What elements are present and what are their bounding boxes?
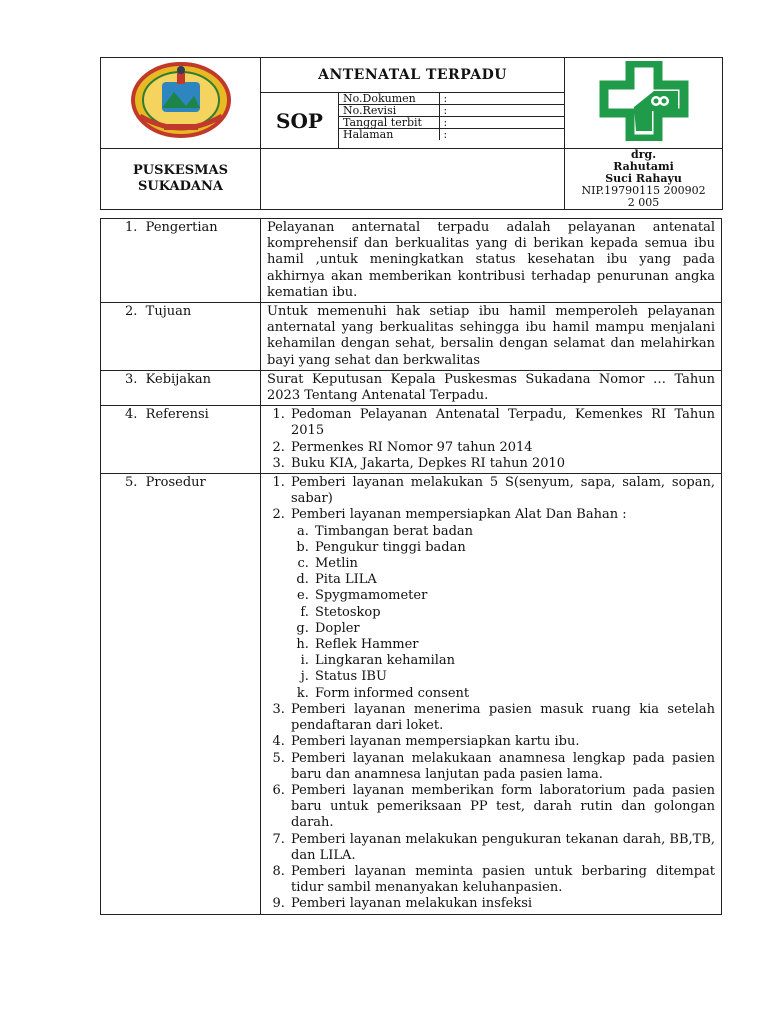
- section-label-prosedur: 5. Prosedur: [101, 474, 261, 914]
- page-label: Halaman: [339, 129, 439, 141]
- tools-list: [291, 524, 715, 702]
- tool-item: c. Metlin: [313, 556, 715, 572]
- tool-item: e. Spygmamometer: [313, 588, 715, 604]
- reference-item: 1. Pedoman Pelayanan Antenatal Terpadu, Kemenkes RI Tahun 2015: [289, 407, 715, 439]
- signatory-nip-2: 2 005: [627, 196, 660, 209]
- tool-item: f. Stetoskop: [313, 605, 715, 621]
- tool-item: a. Timbangan berat badan: [313, 524, 715, 540]
- reference-item: 2. Permenkes RI Nomor 97 tahun 2014: [289, 440, 715, 456]
- section-row-pengertian: [101, 219, 722, 303]
- section-label-referensi: 4. Referensi: [101, 406, 261, 474]
- blank-cell: [261, 149, 565, 210]
- organization-line1: PUSKESMAS: [133, 163, 228, 178]
- section-list-prosedur: [261, 474, 722, 914]
- signatory-name-2: Suci Rahayu: [605, 172, 682, 185]
- reference-item: 3. Buku KIA, Jakarta, Depkes RI tahun 2010: [289, 456, 715, 472]
- revision-value: :: [439, 105, 564, 117]
- section-list-referensi: [261, 406, 722, 474]
- organization-line2: SUKADANA: [138, 179, 223, 194]
- regency-logo-cell: [101, 58, 261, 149]
- procedure-step: 8. Pemberi layanan meminta pasien untuk berbaring ditempat tidur sambil menanyakan keluhanpasien.: [289, 864, 715, 896]
- section-row-tujuan: [101, 303, 722, 371]
- health-cross-logo-icon: [594, 61, 694, 141]
- tool-item: d. Pita LILA: [313, 572, 715, 588]
- tool-item: h. Reflek Hammer: [313, 637, 715, 653]
- section-row-referensi: [101, 406, 722, 474]
- issue-date-label: Tanggal terbit: [339, 117, 439, 129]
- revision-label: No.Revisi: [339, 105, 439, 117]
- procedure-step: 5. Pemberi layanan melakukaan anamnesa lengkap pada pasien baru dan anamnesa lanjutan pada pasien lama.: [289, 751, 715, 783]
- section-text-kebijakan: Surat Keputusan Kepala Puskesmas Sukadana Nomor … Tahun 2023 Tentang Antenatal Terpadu.: [261, 370, 722, 405]
- procedure-step: 9. Pemberi layanan melakukan insfeksi: [289, 896, 715, 912]
- regency-emblem-icon: [128, 60, 234, 142]
- tool-item: k. Form informed consent: [313, 686, 715, 702]
- issue-date-value: :: [439, 117, 564, 129]
- tool-item: b. Pengukur tinggi badan: [313, 540, 715, 556]
- kemenkes-logo-cell: [565, 58, 723, 149]
- tool-item: j. Status IBU: [313, 669, 715, 685]
- section-label-pengertian: 1. Pengertian: [101, 219, 261, 303]
- procedure-step: 4. Pemberi layanan mempersiapkan kartu ibu.: [289, 734, 715, 750]
- tool-item: i. Lingkaran kehamilan: [313, 653, 715, 669]
- page-value: :: [439, 129, 564, 141]
- section-row-kebijakan: [101, 370, 722, 405]
- doc-number-label: No.Dokumen: [339, 93, 439, 105]
- sop-label: SOP: [261, 93, 339, 149]
- document-title: ANTENATAL TERPADU: [261, 58, 565, 93]
- section-label-kebijakan: 3. Kebijakan: [101, 370, 261, 405]
- section-row-prosedur: [101, 474, 722, 914]
- section-text-tujuan: Untuk memenuhi hak setiap ibu hamil memperoleh pelayanan anternatal yang berkualitas sehingga ibu hamil mampu menjalani kehamilan dengan sehat, bersalin dengan selamat dan melahirkan bayi yang sehat dan berkwalitas: [261, 303, 722, 371]
- signatory-title: drg.: [631, 148, 657, 161]
- signatory-nip-1: NIP.19790115 200902: [581, 184, 706, 197]
- procedure-step-text: Pemberi layanan mempersiapkan Alat Dan Bahan :: [291, 507, 627, 523]
- procedure-step: 7. Pemberi layanan melakukan pengukuran tekanan darah, BB,TB, dan LILA.: [289, 832, 715, 864]
- section-text-pengertian: Pelayanan anternatal terpadu adalah pelayanan antenatal komprehensif dan berkualitas yang di berikan kepada semua ibu hamil ,untuk meningkatkan status kesehatan ibu yang pada akhirnya akan memberikan kontribusi terhadap penurunan angka kematian ibu.: [261, 219, 722, 303]
- sop-header: [100, 57, 723, 210]
- procedure-step: 1. Pemberi layanan melakukan 5 S(senyum, sapa, salam, sopan, sabar): [289, 475, 715, 507]
- signatory-name-1: Rahutami: [613, 160, 674, 173]
- document-info: [339, 93, 565, 149]
- section-label-tujuan: 2. Tujuan: [101, 303, 261, 371]
- doc-number-value: :: [439, 93, 564, 105]
- document-info-grid: [339, 93, 564, 148]
- organization-name: [101, 149, 261, 210]
- procedure-step-tools: [289, 507, 715, 701]
- signatory-block: [565, 149, 723, 210]
- sop-body-table: [100, 218, 722, 915]
- procedure-step: 3. Pemberi layanan menerima pasien masuk ruang kia setelah pendaftaran dari loket.: [289, 702, 715, 734]
- tool-item: g. Dopler: [313, 621, 715, 637]
- procedure-step: 6. Pemberi layanan memberikan form laboratorium pada pasien baru untuk pemeriksaan PP test, darah rutin dan golongan darah.: [289, 783, 715, 832]
